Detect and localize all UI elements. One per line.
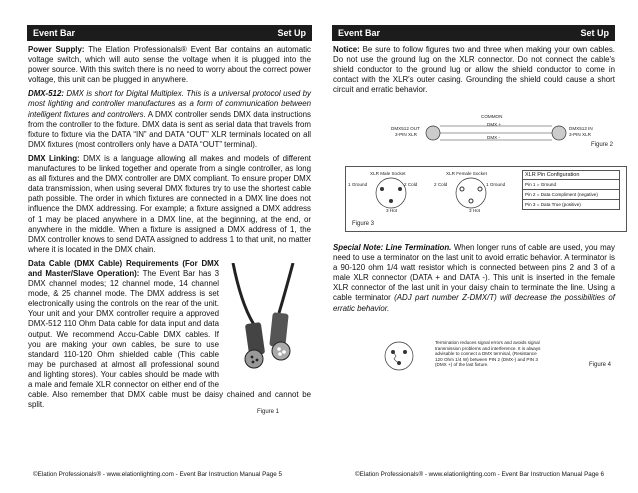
termination-note: Termination reduces signal errors and avoids signal transmission problems and interference. It is always advisable to connect a DMX terminal, (Resistance 120 Ohm 1/4 W) between PIN 2 (DMX-) and PIN 3 (DMX +) of the last fixture. — [435, 340, 541, 368]
female-pin2-label: 2 Cold — [434, 182, 448, 187]
notice-heading: Notice: — [333, 45, 360, 54]
dmx-in-label: DMX512 IN — [569, 126, 593, 131]
figure-1 — [223, 263, 311, 381]
male-pin1-label: 1 Ground — [348, 182, 368, 187]
figure-1-label: Figure 1 — [257, 409, 280, 415]
header-title: Event Bar — [338, 28, 381, 38]
pin-config-row: Pin 3 = Data True (positive) — [525, 202, 581, 207]
female-pin1-label: 1 Ground — [486, 182, 506, 187]
figure-2-label: Figure 2 — [591, 142, 614, 148]
figure-3-label: Figure 3 — [352, 221, 375, 227]
pin-config-row: Pin 2 = Data Compliment (negative) — [523, 190, 619, 200]
figure-3 — [345, 166, 627, 232]
header-section: Set Up — [580, 28, 609, 38]
pin-config-row: Pin 1 = Ground — [523, 180, 619, 190]
section-header-bar — [27, 25, 312, 41]
termination-paragraph — [333, 243, 615, 314]
termination-part-note: (ADJ part number Z-DMX/T) will decrease the possibilities of erratic behavior. — [333, 293, 615, 313]
dmx512-definition: DMX is short for Digital Multiplex. This is a universal protocol used by most lighting and controller manufactures as a form of communication between intelligent fixtures and controllers. — [28, 89, 311, 119]
dmx-out-pin-label: 3-PIN XLR — [395, 132, 417, 137]
dmx512-heading: DMX-512: — [28, 89, 64, 99]
pin-config-table — [522, 170, 620, 210]
page-6 — [319, 0, 638, 493]
figure-4 — [369, 336, 629, 378]
dmx-in-pin-label: 3-PIN XLR — [569, 132, 591, 137]
termination-text: When longer runs of cable are used, you may need to use a terminator on the last unit to avoid erratic behavior. A terminator is a 90-120 ohm 1/4 watt resistor which is connected between pins 2 and 3 of a male XLR connector (DATA + and DATA -). This unit is inserted in the female XLR connector of the last unit in your daisy chain to terminate the line. Using a cable terminator — [333, 243, 615, 303]
notice-block — [333, 45, 615, 99]
header-section: Set Up — [277, 28, 306, 38]
pin-config-title: XLR Pin Configuration — [523, 171, 619, 180]
male-pin2-label: 2 Cold — [404, 182, 418, 187]
male-pin3-label: 3 Hot — [386, 208, 397, 213]
power-supply-heading: Power Supply: — [28, 45, 85, 54]
dmx-minus-label: DMX - — [487, 135, 501, 140]
cable-paragraph — [28, 259, 311, 410]
common-label: COMMON — [481, 114, 503, 119]
cable-heading: Data Cable (DMX Cable) Requirements (For DMX and Master/Slave Operation): — [28, 258, 219, 278]
xlr-male-label: XLR Male Socket — [370, 171, 406, 176]
female-pin3-label: 3 Hot — [469, 208, 480, 213]
header-title: Event Bar — [33, 28, 76, 38]
dmx-out-label: DMX512 OUT — [391, 126, 420, 131]
dmx-linking-heading: DMX Linking: — [28, 153, 80, 163]
power-supply-text: The Elation Professionals® Event Bar contains an automatic voltage switch, which will auto sense the voltage when it is plugged into the power source. With this switch there is no need to worry about the correct power voltage, this unit can be plugged in anywhere. — [28, 45, 311, 85]
page-6-footer: ©Elation Professionals® - www.elationlighting.com - Event Bar Instruction Manual Page 6 — [355, 471, 605, 478]
termination-heading: Special Note: Line Termination. — [333, 243, 452, 252]
section-header-bar — [332, 25, 615, 41]
figure-4-label: Figure 4 — [589, 362, 612, 368]
dmx512-paragraph — [28, 89, 311, 150]
xlr-cable-illustration — [223, 263, 311, 381]
dmx-linking-text: DMX is a language allowing all makes and models of different manufactures to be linked together and operate from a single controller, as long as all fixtures and the DMX controller are DMX compliant. To ensure proper DMX data transmission, when using several DMX fixtures try to use the shortest cable path possible. The order in which fixtures are connected in a DMX line does not influence the DMX addressing. For example; a fixture assigned a DMX address of 1 may be placed anywhere in a DMX line, at the beginning, at the end, or anywhere in the middle. When a fixture is assigned a DMX address of 1, the DMX controller knows to send DATA assigned to address 1 to that unit, no matter where it is located in the DMX chain. — [28, 153, 311, 254]
page-5-body — [28, 45, 311, 410]
figure-2 — [369, 110, 629, 160]
dmx-plus-label: DMX + — [487, 122, 502, 127]
xlr-female-label: XLR Female Socket — [446, 171, 487, 176]
terminator-plug-icon — [379, 336, 419, 376]
page-5-footer: ©Elation Professionals® - www.elationlighting.com - Event Bar Instruction Manual Page 5 — [33, 471, 283, 478]
notice-text: Be sure to follow figures two and three when making your own cables. Do not use the ground lug on the XLR connector. Do not connect the cable's shield conductor to the ground lug or allow the shield conductor to come in contact with the XLR's outer casing. Grounding the shield could cause a short circuit and erratic behavior. — [333, 45, 615, 95]
notice-paragraph — [333, 45, 615, 95]
dmx512-text: A DMX controller sends DMX data instructions from the controller to the fixture. DMX data is sent as serial data that travels from fixture to fixture via the DATA “IN” and DATA “OUT” XLR terminals located on all DMX fixtures (most controllers only have a DATA “OUT” terminal). — [28, 109, 311, 149]
power-supply-paragraph — [28, 45, 311, 85]
cable-text: The Event Bar has 3 DMX channel modes; 12 channel mode, 14 channel mode, & 25 channel mode. The DMX address is set electronically using the controls on the rear of the unit. Your unit and your DMX controller require a approved DMX-512 110 Ohm Data cable for data input and data output. We recommend Accu-Cable DMX cables. If you are making your own cables, be sure to use standard 110-120 Ohm shielded cable (This cable may be purchased at almost all professional sound and lighting stores). Your cables should be made with a male and female XLR connector on either end of the cable. Also remember that DMX cable must be daisy chained and cannot be split. — [28, 268, 311, 410]
dmx-linking-paragraph — [28, 154, 311, 255]
termination-block — [333, 243, 615, 318]
